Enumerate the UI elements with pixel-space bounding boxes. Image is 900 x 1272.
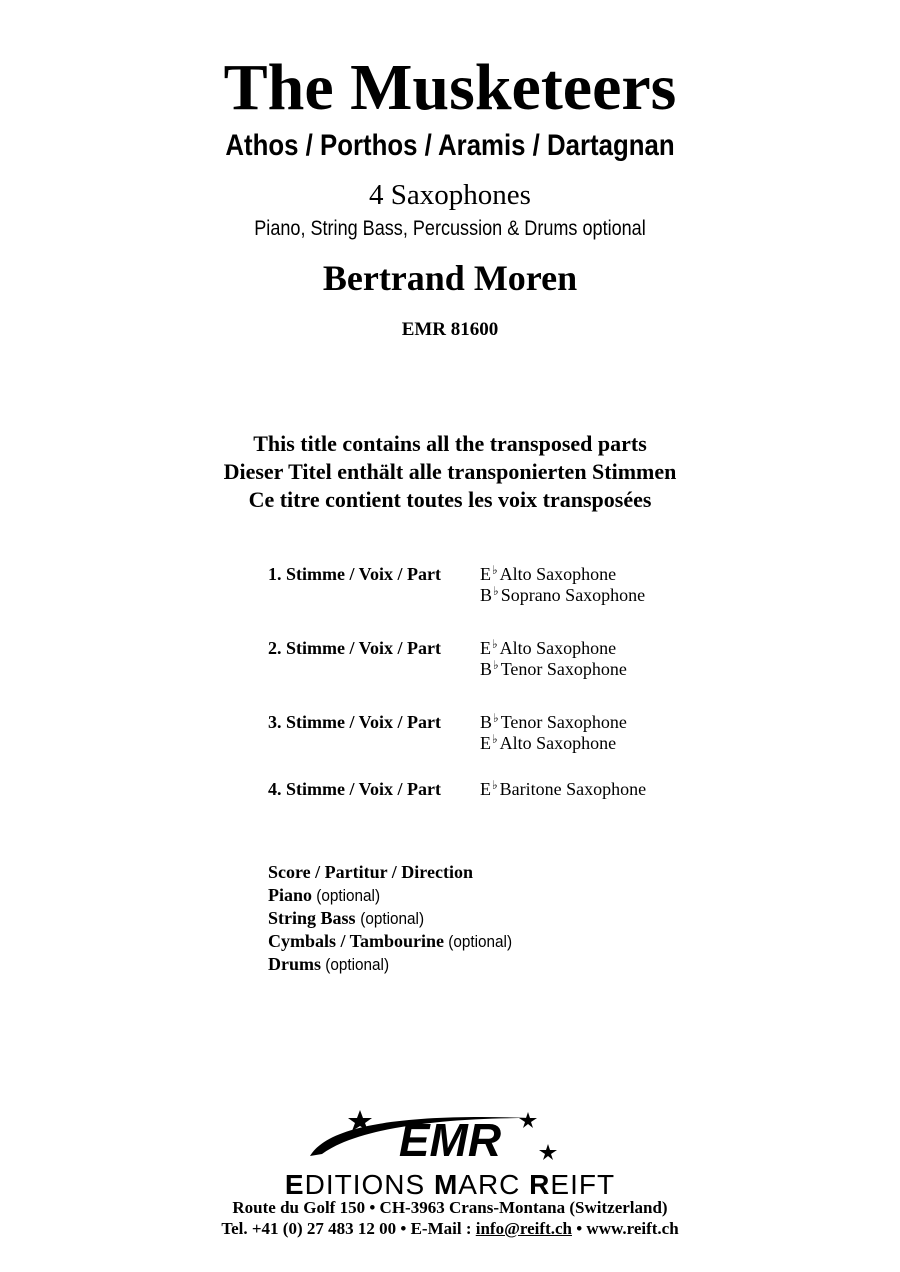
extra-item: Cymbals / Tambourine (optional) <box>268 931 513 951</box>
part-instrument: B♭ Soprano Saxophone <box>480 584 646 605</box>
publisher-address: Route du Golf 150 • CH-3963 Crans-Montana (Switzerland) <box>232 1198 668 1217</box>
email-link[interactable]: info@reift.ch <box>475 1219 572 1238</box>
part-entry <box>268 713 828 755</box>
part-instrument: E♭ Alto Saxophone <box>480 732 617 753</box>
subtitle: Athos / Porthos / Aramis / Dartagnan <box>225 129 675 162</box>
part-entry <box>268 565 828 607</box>
part-instrument: E♭ Alto Saxophone <box>480 637 617 658</box>
notice-fr: Ce titre contient toutes les voix transposées <box>248 487 652 512</box>
part-instrument: B♭ Tenor Saxophone <box>480 658 627 679</box>
catalog-number: EMR 81600 <box>401 319 499 340</box>
part-label: 3. Stimme / Voix / Part <box>268 712 441 732</box>
part-label: 2. Stimme / Voix / Part <box>268 638 441 658</box>
part-entry <box>268 639 828 681</box>
extra-item: String Bass (optional) <box>268 908 424 928</box>
extra-item: Score / Partitur / Direction <box>268 862 473 882</box>
part-instrument: E♭ Baritone Saxophone <box>480 778 647 799</box>
publisher-name: EDITIONS MARC REIFT <box>284 1169 616 1200</box>
extra-item: Drums (optional) <box>268 954 390 974</box>
notice-de: Dieser Titel enthält alle transponierten Stimmen <box>223 459 677 484</box>
optional-instruments: Piano, String Bass, Percussion & Drums optional <box>254 217 646 240</box>
part-instrument: E♭ Alto Saxophone <box>480 563 617 584</box>
notice-en: This title contains all the transposed parts <box>253 431 647 456</box>
instrumentation: 4 Saxophones <box>369 179 531 211</box>
logo-text: EMR <box>398 1114 502 1166</box>
part-label <box>268 660 480 681</box>
part-label <box>268 586 480 607</box>
extra-item: Piano (optional) <box>268 885 381 905</box>
composer: Bertrand Moren <box>322 258 578 298</box>
part-label <box>268 734 480 755</box>
page-title: The Musketeers <box>223 51 677 124</box>
part-label: 4. Stimme / Voix / Part <box>268 779 441 799</box>
part-instrument: B♭ Tenor Saxophone <box>480 711 627 732</box>
publisher-contact: Tel. +41 (0) 27 483 12 00 • E-Mail : info@reift.ch • www.reift.ch <box>221 1219 679 1238</box>
emr-logo <box>300 1104 600 1174</box>
parts-list <box>268 565 828 826</box>
extras-list <box>268 861 768 976</box>
notice-block <box>0 430 900 514</box>
part-entry <box>268 780 828 801</box>
part-label: 1. Stimme / Voix / Part <box>268 564 441 584</box>
